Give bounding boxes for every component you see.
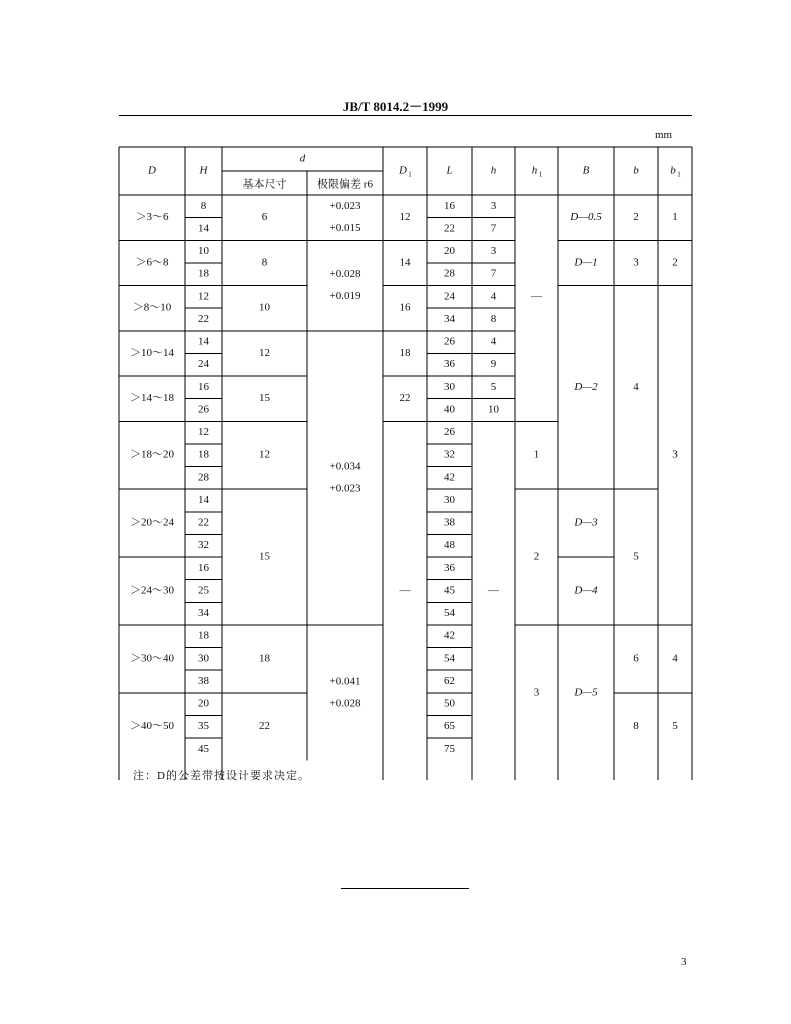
cell-d-basic: 6 bbox=[261, 211, 268, 224]
header-B: B bbox=[582, 164, 590, 177]
cell-D1: 22 bbox=[399, 392, 411, 405]
header-b1-sub: 1 bbox=[677, 170, 681, 179]
cell-B: D—2 bbox=[574, 380, 598, 393]
cell-H: 22 bbox=[198, 312, 209, 325]
cell-H: 10 bbox=[198, 245, 209, 258]
header-b1: b bbox=[670, 164, 676, 177]
cell-L: 28 bbox=[444, 267, 455, 280]
cell-D: ＞24～30 bbox=[130, 584, 174, 597]
cell-b: 8 bbox=[633, 720, 639, 733]
cell-d-tolerance-upper: +0.041 bbox=[329, 675, 361, 688]
cell-L: 36 bbox=[444, 358, 455, 371]
cell-d-tolerance-upper: +0.034 bbox=[329, 460, 361, 473]
cell-b: 6 bbox=[633, 652, 639, 665]
header-L: L bbox=[446, 164, 453, 177]
cell-H: 35 bbox=[198, 720, 209, 733]
cell-H: 24 bbox=[198, 358, 209, 371]
cell-h: 3 bbox=[490, 245, 497, 258]
cell-d-tolerance-upper: +0.023 bbox=[329, 200, 361, 213]
cell-h: 4 bbox=[490, 290, 497, 303]
cell-D: ＞40～50 bbox=[130, 720, 174, 733]
cell-H: 18 bbox=[198, 448, 209, 461]
cell-h: 7 bbox=[490, 267, 497, 280]
cell-H: 12 bbox=[198, 290, 209, 303]
cell-H: 14 bbox=[198, 335, 209, 348]
header-b: b bbox=[633, 164, 639, 177]
cell-h: 9 bbox=[490, 358, 497, 371]
cell-H: 38 bbox=[198, 674, 209, 687]
cell-h: 8 bbox=[490, 312, 497, 325]
cell-H: 28 bbox=[198, 471, 209, 484]
cell-D1: 12 bbox=[399, 211, 411, 224]
cell-H: 32 bbox=[198, 539, 209, 552]
cell-h: 4 bbox=[490, 335, 497, 348]
unit-label: mm bbox=[655, 129, 673, 141]
cell-D: ＞3～6 bbox=[135, 211, 169, 224]
cell-h: 3 bbox=[490, 199, 497, 212]
cell-L: 26 bbox=[444, 426, 455, 439]
cell-L: 40 bbox=[444, 403, 455, 416]
cell-H: 8 bbox=[200, 199, 207, 212]
cell-L: 30 bbox=[444, 493, 455, 506]
cell-H: 25 bbox=[198, 584, 209, 597]
cell-d-basic: 8 bbox=[261, 256, 268, 269]
cell-B: D—0.5 bbox=[570, 211, 602, 224]
cell-L: 54 bbox=[444, 652, 455, 665]
cell-H: 14 bbox=[198, 222, 209, 235]
cell-h1: 1 bbox=[533, 448, 540, 461]
cell-L: 42 bbox=[444, 471, 455, 484]
cell-D1: 16 bbox=[399, 301, 411, 314]
cell-D: ＞30～40 bbox=[130, 652, 174, 665]
cell-d-basic: 12 bbox=[259, 346, 270, 359]
cell-d-basic: 18 bbox=[259, 652, 270, 665]
cell-h: 7 bbox=[490, 222, 497, 235]
cell-b: 2 bbox=[633, 211, 639, 224]
cell-L: 16 bbox=[444, 199, 455, 212]
cell-H: 16 bbox=[198, 380, 209, 393]
table-note: 注：D的公差带按设计要求决定。 bbox=[133, 770, 310, 782]
header-D1-sub: 1 bbox=[408, 170, 412, 179]
cell-L: 42 bbox=[444, 629, 455, 642]
cell-H: 34 bbox=[198, 607, 209, 620]
cell-h: 10 bbox=[488, 403, 499, 416]
cell-d-tolerance-lower: +0.015 bbox=[329, 222, 361, 235]
cell-D: ＞6～8 bbox=[135, 256, 169, 269]
cell-d-basic: 15 bbox=[259, 550, 270, 563]
cell-b: 3 bbox=[633, 256, 639, 269]
cell-b: 4 bbox=[633, 380, 639, 393]
cell-H: 22 bbox=[198, 516, 209, 529]
cell-b1: 4 bbox=[672, 652, 678, 665]
header-h1-sub: 1 bbox=[538, 170, 543, 179]
cell-L: 62 bbox=[444, 674, 455, 687]
cell-D: ＞18～20 bbox=[130, 448, 174, 461]
cell-D1: 18 bbox=[399, 346, 411, 359]
cell-b: 5 bbox=[633, 550, 639, 563]
cell-B: D—3 bbox=[574, 516, 598, 529]
cell-b1: 3 bbox=[672, 448, 678, 461]
cell-d-tolerance-upper: +0.028 bbox=[329, 268, 361, 281]
cell-d-tolerance-lower: +0.019 bbox=[329, 290, 361, 303]
cell-h: — bbox=[488, 584, 499, 597]
cell-B: D—1 bbox=[574, 256, 598, 269]
cell-H: 26 bbox=[198, 403, 209, 416]
header-h1: h bbox=[531, 164, 538, 177]
header-H: H bbox=[199, 164, 208, 177]
cell-L: 22 bbox=[444, 222, 455, 235]
header-d: d bbox=[299, 152, 306, 165]
cell-H: 45 bbox=[198, 742, 209, 755]
cell-B: D—4 bbox=[574, 584, 598, 597]
cell-L: 65 bbox=[444, 720, 455, 733]
cell-h1: 3 bbox=[533, 686, 540, 699]
cell-L: 48 bbox=[444, 539, 455, 552]
header-D: D bbox=[148, 164, 156, 177]
cell-L: 26 bbox=[444, 335, 455, 348]
cell-H: 18 bbox=[198, 629, 209, 642]
cell-h1: 2 bbox=[533, 550, 540, 563]
cell-D1: 14 bbox=[399, 256, 411, 269]
cell-H: 20 bbox=[198, 697, 209, 710]
cell-D: ＞14～18 bbox=[130, 392, 174, 405]
header-d-basic: 基本尺寸 bbox=[242, 178, 287, 191]
cell-L: 50 bbox=[444, 697, 455, 710]
cell-L: 24 bbox=[444, 290, 455, 303]
cell-L: 75 bbox=[444, 742, 455, 755]
cell-D: ＞10～14 bbox=[130, 346, 174, 359]
cell-L: 30 bbox=[444, 380, 455, 393]
cell-b1: 5 bbox=[672, 720, 678, 733]
cell-h: 5 bbox=[490, 380, 497, 393]
page-number: 3 bbox=[681, 956, 687, 968]
cell-b1: 1 bbox=[672, 211, 678, 224]
cell-L: 20 bbox=[444, 245, 455, 258]
header-D1: D bbox=[399, 164, 407, 177]
end-rule bbox=[341, 888, 469, 889]
cell-L: 34 bbox=[444, 312, 455, 325]
cell-d-tolerance-lower: +0.023 bbox=[329, 482, 361, 495]
cell-d-basic: 10 bbox=[259, 301, 270, 314]
cell-H: 14 bbox=[198, 493, 209, 506]
cell-d-basic: 22 bbox=[259, 720, 270, 733]
cell-B: D—5 bbox=[574, 686, 598, 699]
cell-D1: — bbox=[399, 584, 411, 597]
cell-d-tolerance-lower: +0.028 bbox=[329, 697, 361, 710]
document-header: JB/T 8014.2－1999 bbox=[342, 99, 449, 114]
cell-L: 54 bbox=[444, 607, 455, 620]
cell-H: 18 bbox=[198, 267, 209, 280]
cell-d-basic: 15 bbox=[259, 392, 270, 405]
cell-H: 12 bbox=[198, 426, 209, 439]
cell-L: 36 bbox=[444, 561, 455, 574]
cell-L: 38 bbox=[444, 516, 455, 529]
header-h: h bbox=[490, 164, 497, 177]
header-d-tolerance: 极限偏差 r6 bbox=[317, 178, 373, 191]
cell-d-basic: 12 bbox=[259, 448, 270, 461]
cell-D: ＞20～24 bbox=[130, 516, 174, 529]
cell-L: 32 bbox=[444, 448, 455, 461]
cell-H: 30 bbox=[198, 652, 209, 665]
cell-D: ＞8～10 bbox=[132, 301, 172, 314]
cell-H: 16 bbox=[198, 561, 209, 574]
cell-L: 45 bbox=[444, 584, 455, 597]
cell-h1: — bbox=[531, 290, 542, 303]
cell-b1: 2 bbox=[672, 256, 678, 269]
